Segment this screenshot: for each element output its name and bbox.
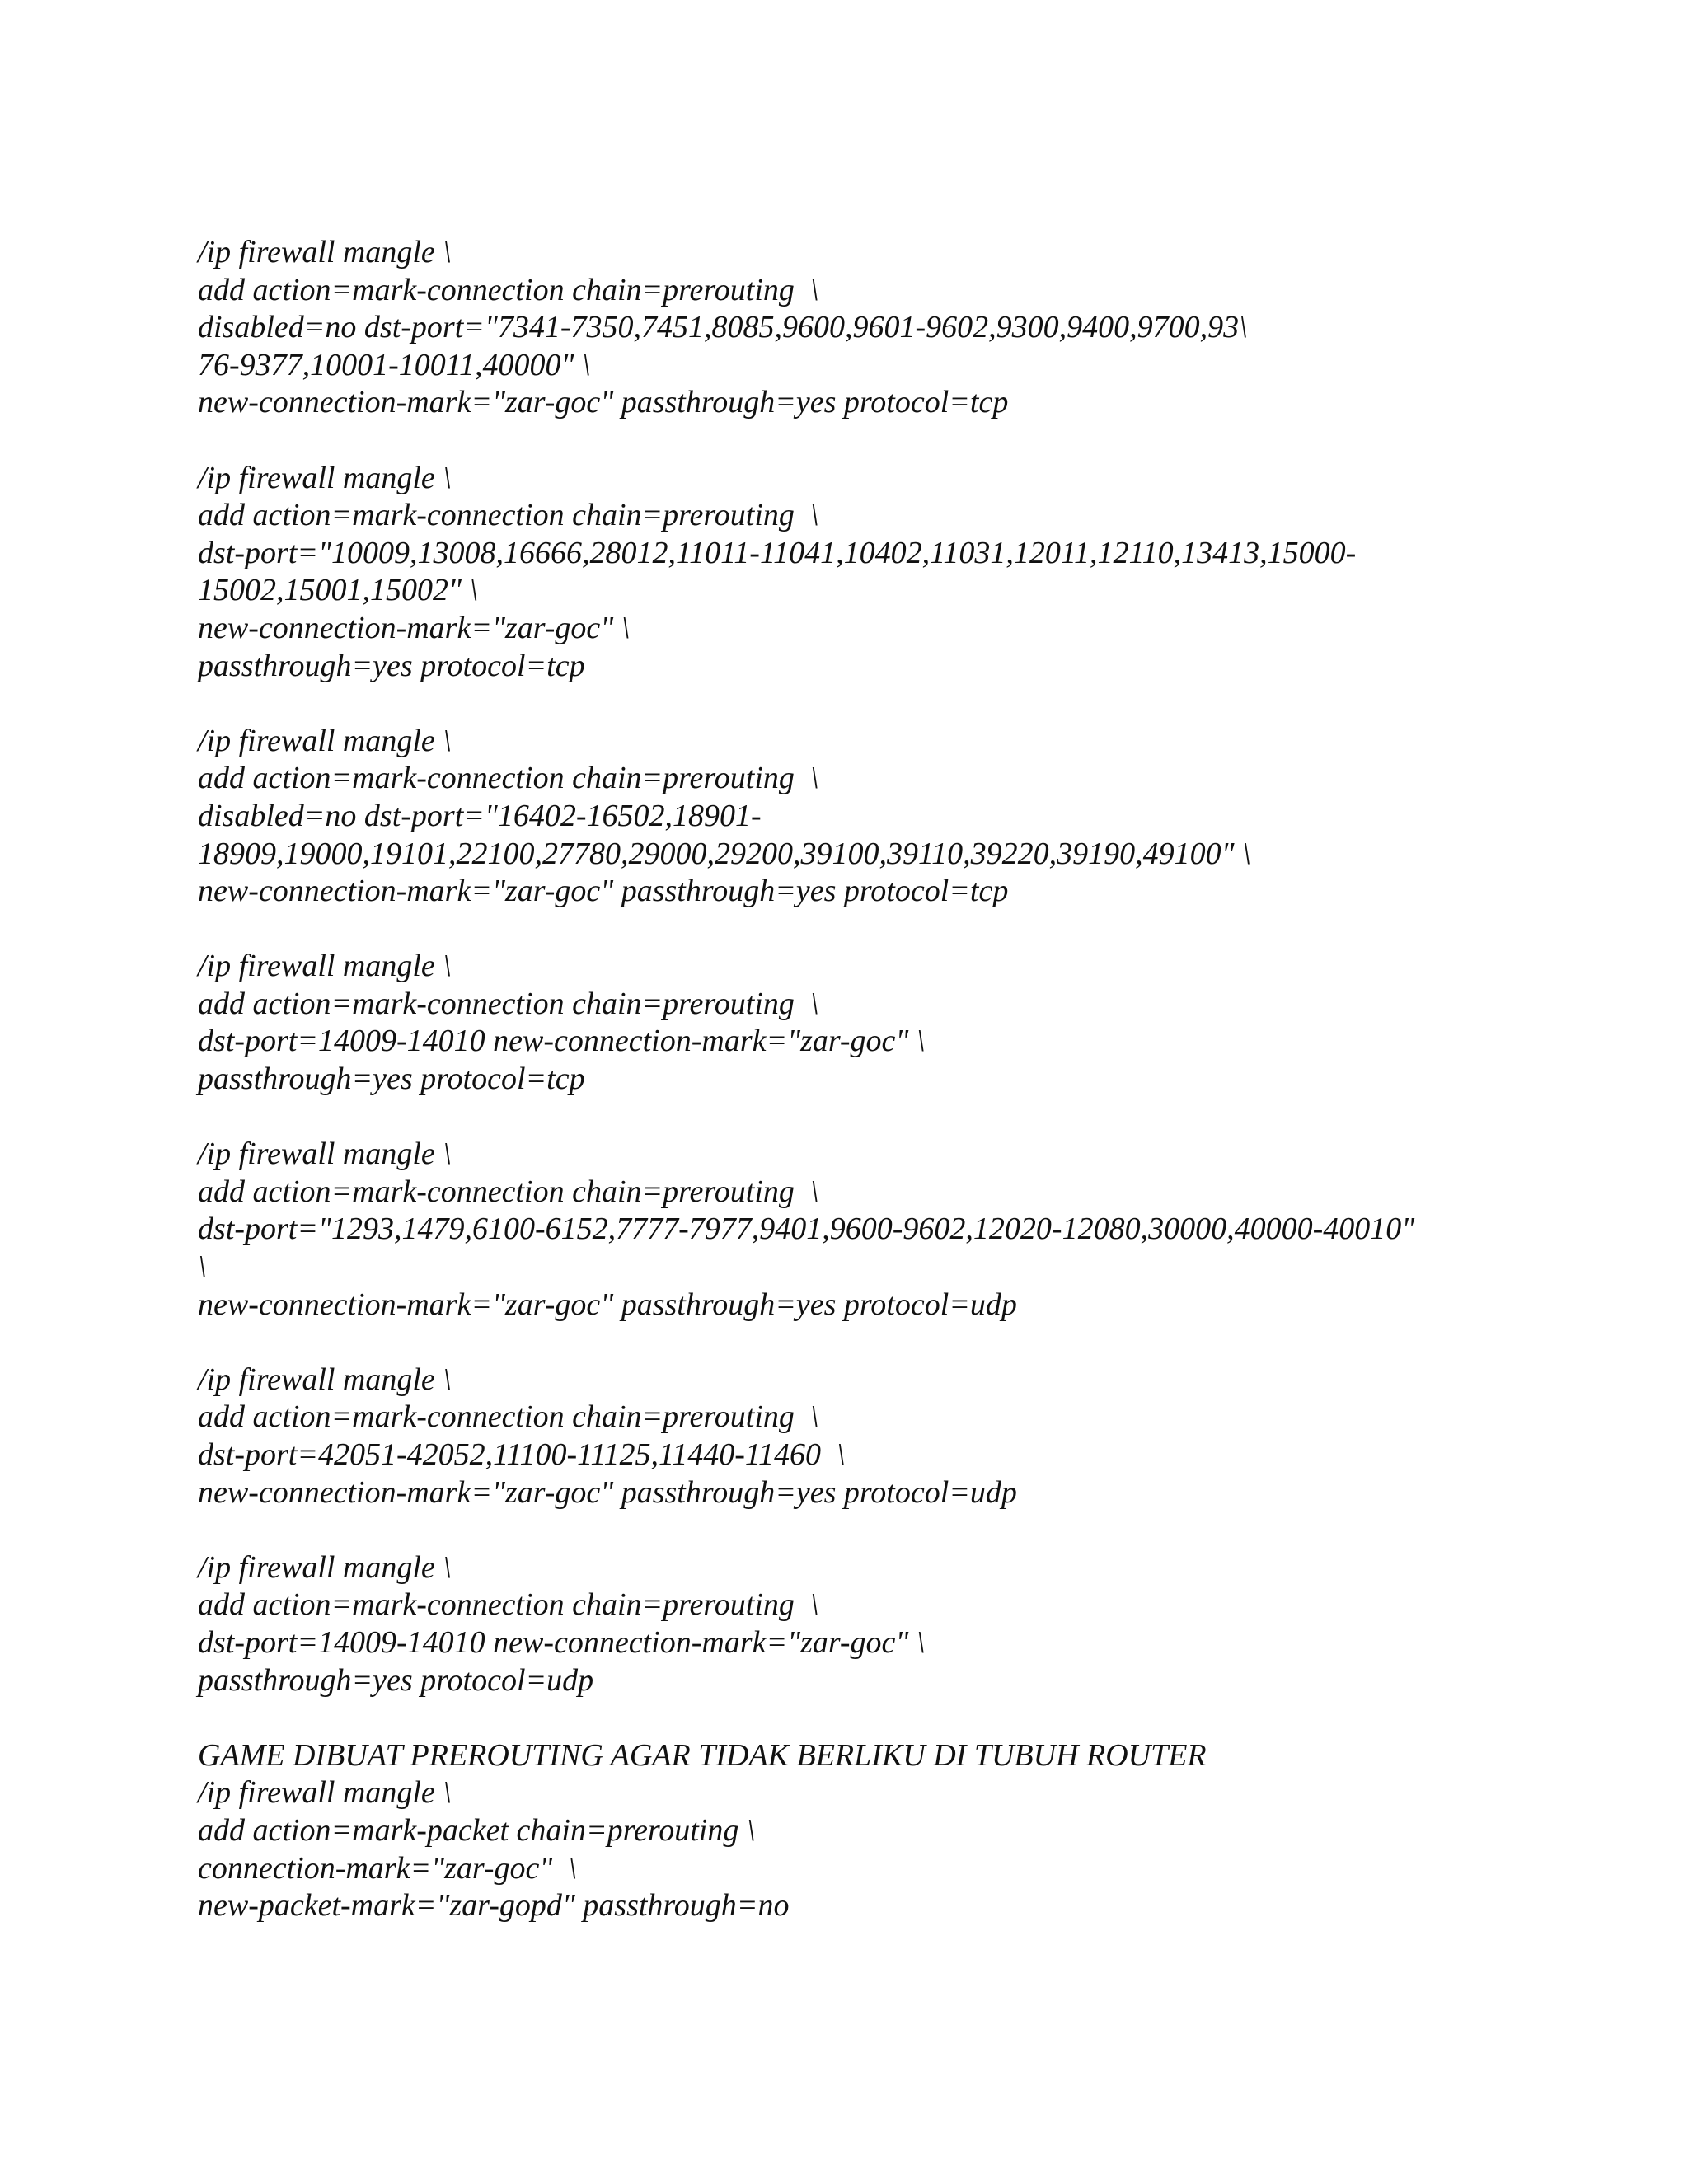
code-line: new-packet-mark="zar-gopd" passthrough=no: [198, 1888, 790, 1924]
code-line: add action=mark-connection chain=prerouting \: [198, 761, 819, 796]
code-line: new-connection-mark="zar-goc" passthrough=yes protocol=tcp: [198, 385, 1009, 420]
code-line: add action=mark-connection chain=prerouting \: [198, 272, 819, 307]
code-line: connection-mark="zar-goc" \: [198, 1850, 577, 1886]
code-line: add action=mark-connection chain=prerouting \: [198, 1587, 819, 1623]
section-heading: GAME DIBUAT PREROUTING AGAR TIDAK BERLIKU DI TUBUH ROUTER: [198, 1737, 1207, 1773]
code-line: add action=mark-connection chain=prerouting \: [198, 986, 819, 1021]
code-line: add action=mark-connection chain=prerouting \: [198, 498, 819, 533]
code-line: dst-port="1293,1479,6100-6152,7777-7977,9401,9600-9602,12020-12080,30000,40000-40010": [198, 1212, 1415, 1247]
code-line: passthrough=yes protocol=tcp: [198, 648, 585, 683]
code-line: dst-port="10009,13008,16666,28012,11011-11041,10402,11031,12011,12110,13413,15000-: [198, 535, 1357, 570]
code-line: add action=mark-connection chain=prerouting \: [198, 1399, 819, 1435]
mangle-rule-packet-mark: [198, 1737, 1533, 1925]
code-line: new-connection-mark="zar-goc" passthrough=yes protocol=tcp: [198, 874, 1009, 909]
code-line: dst-port=14009-14010 new-connection-mark="zar-goc" \: [198, 1024, 926, 1059]
code-line: add action=mark-connection chain=prerouting \: [198, 1174, 819, 1209]
code-line: \: [198, 1249, 207, 1285]
mangle-rule-tcp-1: [198, 234, 1533, 422]
mangle-rule-udp-3: [198, 1549, 1533, 1699]
code-line: /ip firewall mangle \: [198, 1549, 452, 1585]
mangle-rule-tcp-3: [198, 723, 1533, 911]
code-line: dst-port=42051-42052,11100-11125,11440-11460 \: [198, 1437, 846, 1472]
code-line: /ip firewall mangle \: [198, 1361, 452, 1397]
code-line: disabled=no dst-port="7341-7350,7451,8085,9600,9601-9602,9300,9400,9700,93\: [198, 310, 1248, 345]
code-line: new-connection-mark="zar-goc" passthrough=yes protocol=udp: [198, 1286, 1017, 1322]
code-line: new-connection-mark="zar-goc" \: [198, 610, 631, 645]
mangle-rule-tcp-2: [198, 460, 1533, 686]
mangle-rule-udp-2: [198, 1361, 1533, 1511]
code-line: /ip firewall mangle \: [198, 1775, 452, 1811]
code-line: 18909,19000,19101,22100,27780,29000,29200,39100,39110,39220,39190,49100" \: [198, 836, 1251, 871]
mangle-rule-udp-1: [198, 1136, 1533, 1324]
code-line: /ip firewall mangle \: [198, 949, 452, 984]
code-line: 15002,15001,15002" \: [198, 573, 479, 608]
code-line: new-connection-mark="zar-goc" passthrough=yes protocol=udp: [198, 1474, 1017, 1510]
code-line: /ip firewall mangle \: [198, 1137, 452, 1172]
mangle-rule-tcp-4: [198, 948, 1533, 1098]
code-line: /ip firewall mangle \: [198, 235, 452, 269]
code-line: disabled=no dst-port="16402-16502,18901-: [198, 798, 762, 833]
code-line: add action=mark-packet chain=prerouting \: [198, 1812, 756, 1848]
code-line: passthrough=yes protocol=udp: [198, 1662, 594, 1698]
code-line: dst-port=14009-14010 new-connection-mark="zar-goc" \: [198, 1624, 926, 1660]
code-line: /ip firewall mangle \: [198, 460, 452, 495]
code-line: passthrough=yes protocol=tcp: [198, 1062, 585, 1097]
code-line: 76-9377,10001-10011,40000" \: [198, 347, 591, 382]
code-line: /ip firewall mangle \: [198, 723, 452, 758]
script-text: [198, 234, 1533, 1925]
